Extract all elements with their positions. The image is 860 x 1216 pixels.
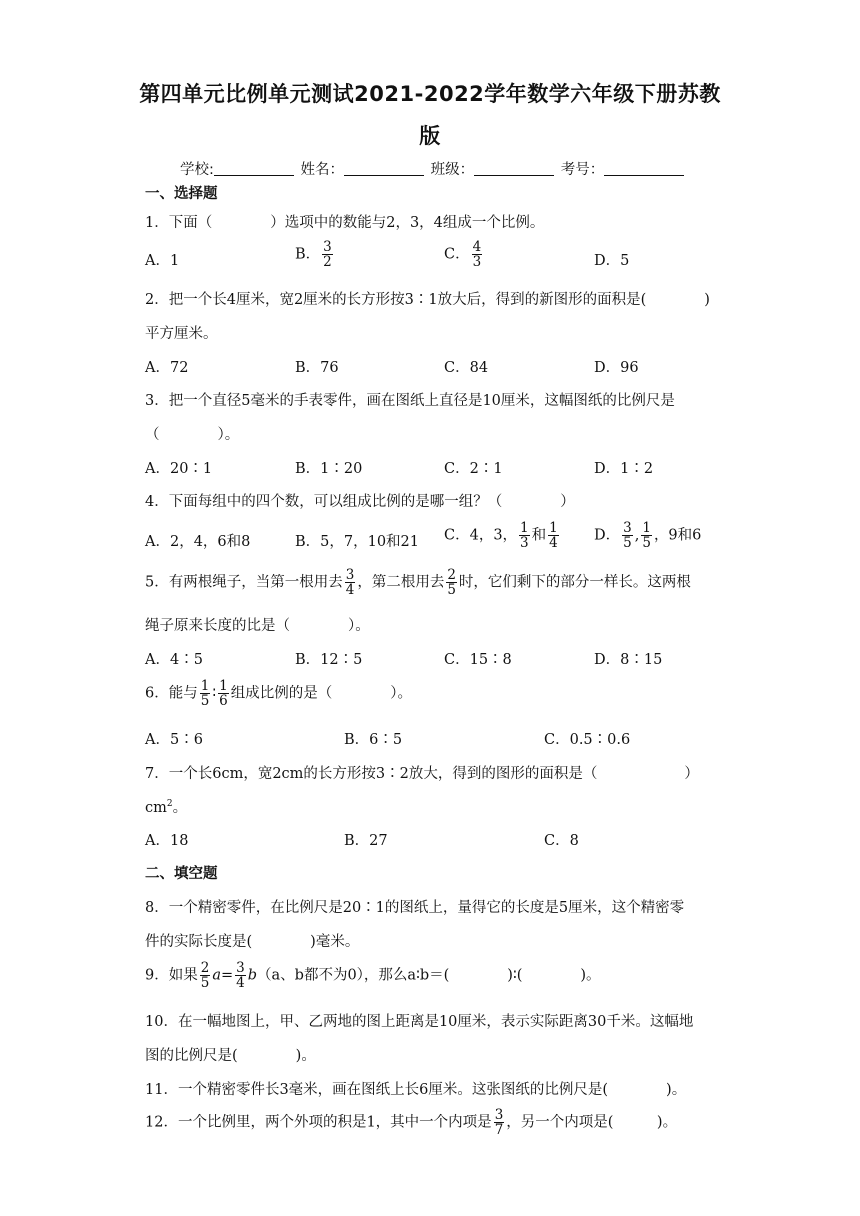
q6-prefix: 6．能与 [145,685,198,702]
q9-prefix: 9．如果 [145,967,198,984]
student-info-row [180,158,686,179]
q3-option-a: A．20∶1 [145,461,213,477]
q1-option-c-label: C． [444,246,470,263]
fraction-denominator: 3 [472,254,482,271]
class-label: 班级： [430,162,475,178]
name-label: 姓名： [300,162,344,178]
q7-unit: cm [145,800,167,816]
q9-suffix: （a、b都不为0），那么a∶b＝( )∶( )。 [257,967,601,984]
question-5-line1 [145,568,691,597]
fraction-denominator: 5 [200,975,210,992]
q4-option-d-prefix: D． [594,527,621,544]
fraction-numerator: 4 [472,239,482,255]
fraction-denominator: 2 [323,254,332,271]
fraction-denominator: 4 [236,975,245,992]
q5-option-c: C．15∶8 [444,652,512,668]
q4-option-d-separator: , [634,527,640,544]
fraction-numerator: 1 [642,520,651,536]
question-5-line2: 绳子原来长度的比是（ ）。 [145,618,370,634]
q4-option-a: A．2，4，6和8 [145,534,251,550]
q5-option-b: B．12∶5 [295,652,363,668]
question-8-line2: 件的实际长度是( )毫米。 [145,934,360,950]
exam-no-label: 考号： [560,162,605,178]
q4-option-c [444,521,561,550]
fraction-numerator: 1 [219,678,228,694]
question-11-text: 11．一个精密零件长3毫米，画在图纸上长6厘米。这张图纸的比例尺是( )。 [145,1082,687,1098]
fraction-denominator: 4 [345,582,355,599]
q4-option-d [594,521,701,550]
fraction-numerator: 1 [520,520,529,536]
q6-fraction-1 [200,679,211,708]
q7-option-c: C．8 [544,833,579,849]
fraction-numerator: 3 [494,1107,504,1123]
fraction-numerator: 1 [200,678,210,694]
fraction-numerator: 2 [200,960,210,976]
fraction-numerator: 2 [447,567,456,583]
q1-option-b-fraction [322,240,333,269]
fraction-numerator: 3 [236,960,245,976]
q2-option-b: B．76 [295,360,339,376]
q6-ratio-sign: ∶ [212,685,217,702]
section-choice-heading: 一、选择题 [145,186,218,202]
q5-option-d: D．8∶15 [594,652,663,668]
question-10-line2: 图的比例尺是( )。 [145,1048,316,1064]
q4-option-c-and: 和 [531,527,547,544]
q1-option-c [444,240,484,269]
q1-option-c-fraction [472,240,483,269]
question-9-text [145,961,601,990]
question-6-text [145,679,412,708]
q5-fraction-1 [345,568,356,597]
question-10-line1: 10．在一幅地图上，甲、乙两地的图上距离是10厘米，表示实际距离30千米。这幅地 [145,1014,694,1030]
q12-prefix: 12．一个比例里，两个外项的积是1，其中一个内项是 [145,1114,492,1131]
q9-variable-b: b [247,967,258,984]
q2-option-c: C．84 [444,360,489,376]
q3-option-c: C．2∶1 [444,461,503,477]
q6-option-b: B．6∶5 [344,732,403,748]
fraction-denominator: 4 [549,535,558,552]
fraction-denominator: 5 [642,535,651,552]
q6-option-a: A．5∶6 [145,732,203,748]
q2-option-a: A．72 [145,360,189,376]
name-blank[interactable] [344,161,424,176]
q1-option-b-label: B． [295,246,321,263]
q9-variable-a: a [212,967,221,984]
question-2-line1: 2．把一个长4厘米，宽2厘米的长方形按3∶1放大后，得到的新图形的面积是( ) [145,292,710,308]
fraction-numerator: 3 [323,239,332,255]
q4-option-c-prefix: C．4，3， [444,527,518,544]
q4-option-c-fraction-2 [548,521,559,550]
q5-fraction-2 [446,568,457,597]
question-8-line1: 8．一个精密零件，在比例尺是20∶1的图纸上，量得它的长度是5厘米，这个精密零 [145,900,685,916]
q4-option-d-fraction-2 [641,521,652,550]
fraction-numerator: 3 [623,520,632,536]
q6-option-c: C．0.5∶0.6 [544,732,631,748]
fraction-denominator: 5 [447,582,456,599]
q1-option-b [295,240,335,269]
fraction-denominator: 5 [623,535,632,552]
fraction-numerator: 1 [549,520,558,536]
question-7-line2 [145,796,187,817]
question-7-line1: 7．一个长6cm，宽2cm的长方形按3∶2放大，得到的图形的面积是（ ） [145,766,699,782]
q4-option-d-fraction-1 [622,521,633,550]
class-blank[interactable] [474,161,554,176]
q12-fraction [494,1108,505,1137]
q3-option-b: B．1∶20 [295,461,363,477]
q9-fraction-1 [200,961,211,990]
section-fill-heading: 二、填空题 [145,866,218,882]
q7-unit-exponent: 2 [166,799,173,810]
fraction-numerator: 3 [345,567,355,583]
q1-option-a: A．1 [145,253,180,269]
question-3-line2: （ ）。 [145,427,240,443]
q5-option-a: A．4∶5 [145,652,203,668]
fraction-denominator: 7 [494,1122,504,1139]
fraction-denominator: 3 [520,535,529,552]
school-label: 学校: [180,162,214,178]
q4-option-b: B．5，7，10和21 [295,534,420,550]
q7-period: 。 [172,800,188,816]
school-blank[interactable] [214,161,294,176]
q9-equals: = [220,967,234,984]
page-title-line1: 第四单元比例单元测试2021-2022学年数学六年级下册苏教 [139,82,721,106]
question-2-line2: 平方厘米。 [145,326,218,342]
page-title-line2: 版 [419,124,441,148]
q7-option-b: B．27 [344,833,388,849]
q3-option-d: D．1∶2 [594,461,654,477]
q6-fraction-2 [218,679,229,708]
q2-option-d: D．96 [594,360,639,376]
exam-no-blank[interactable] [604,161,684,176]
question-3-line1: 3．把一个直径5毫米的手表零件，画在图纸上直径是10厘米，这幅图纸的比例尺是 [145,393,675,409]
q12-suffix: ，另一个内项是( )。 [506,1114,678,1131]
q5-text-a: 5．有两根绳子，当第一根用去 [145,574,343,591]
fraction-denominator: 5 [200,693,210,710]
q6-suffix: 组成比例的是（ ）。 [230,685,412,702]
q4-option-d-suffix: ，9和6 [653,527,702,544]
question-1-text: 1．下面（ ）选项中的数能与2，3，4组成一个比例。 [145,215,545,231]
q1-option-d: D．5 [594,253,630,269]
q4-option-c-fraction-1 [519,521,530,550]
q9-fraction-2 [235,961,246,990]
question-12-text [145,1108,677,1137]
question-4-text: 4．下面每组中的四个数，可以组成比例的是哪一组？（ ） [145,494,575,510]
fraction-denominator: 6 [219,693,228,710]
q7-option-a: A．18 [145,833,189,849]
q5-text-c: 时，它们剩下的部分一样长。这两根 [458,574,691,591]
q5-text-b: ，第二根用去 [357,574,445,591]
